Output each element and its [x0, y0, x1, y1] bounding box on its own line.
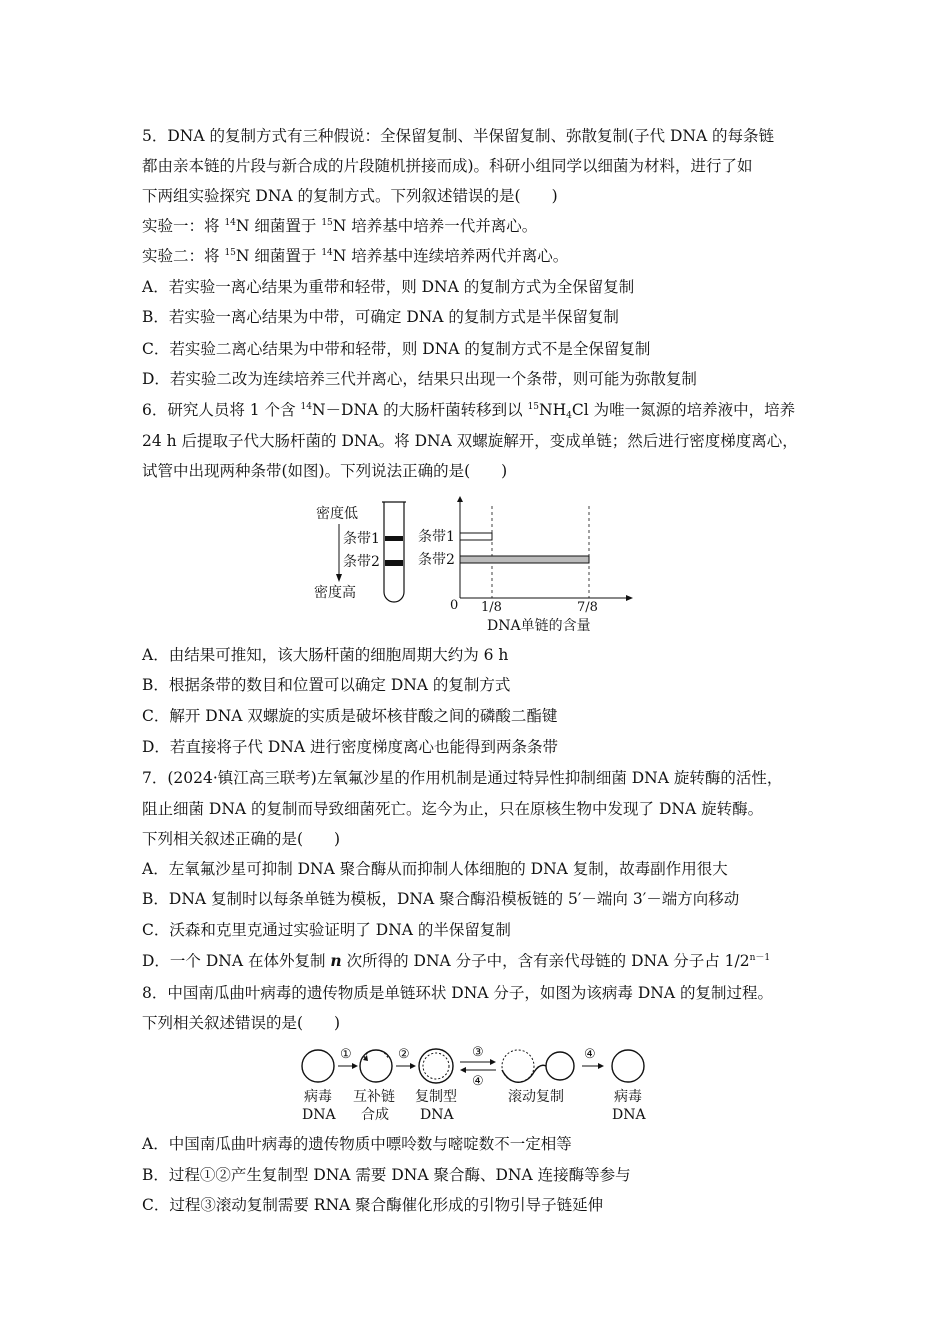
band1-bar	[460, 533, 492, 540]
tube-band2	[385, 560, 403, 566]
replicative-inner-circle	[423, 1053, 449, 1079]
chart-band1-label: 条带1	[418, 529, 455, 545]
replicative-outer-circle	[419, 1049, 453, 1083]
step3-label: ③	[472, 1045, 484, 1060]
virus-dna-circle-1	[302, 1050, 334, 1082]
complement-label-2: 合成	[361, 1107, 389, 1123]
rolling-strand	[502, 1065, 546, 1082]
density-high-label: 密度高	[314, 585, 356, 601]
x-axis-arrow	[626, 595, 633, 601]
q5-option-b: B．若实验一离心结果为中带，可确定 DNA 的复制方式是半保留复制	[142, 308, 619, 326]
q7-option-b: B．DNA 复制时以每条单链为模板，DNA 聚合酶沿模板链的 5′－端向 3′－端方向移动	[142, 890, 740, 908]
test-tube	[384, 502, 404, 602]
virus1-label-1: 病毒	[304, 1089, 332, 1105]
virus-dna-circle-2	[612, 1050, 644, 1082]
q5-stem-line3: 下两组实验探究 DNA 的复制方式。下列叙述错误的是( )	[142, 187, 558, 205]
q7-option-d: D．一个 DNA 在体外复制 n 次所得的 DNA 分子中，含有亲代母链的 DNA 分子占 $1/2^{n-1}$	[142, 951, 771, 970]
q7-stem-line3: 下列相关叙述正确的是( )	[142, 830, 341, 848]
band2-bar	[460, 556, 589, 563]
q6-stem-line2: 24 h 后提取子代大肠杆菌的 DNA。将 DNA 双螺旋解开，变成单链；然后进行密度梯度离心，	[142, 432, 798, 450]
step4-label: ④	[584, 1047, 596, 1062]
density-low-label: 密度低	[316, 506, 358, 522]
q6-centrifuge-figure	[300, 496, 650, 636]
q6-option-c: C．解开 DNA 双螺旋的实质是破坏核苷酸之间的磷酸二酯键	[142, 707, 558, 725]
q5-option-a: A．若实验一离心结果为重带和轻带，则 DNA 的复制方式为全保留复制	[142, 278, 635, 296]
virus2-label-2: DNA	[612, 1107, 646, 1123]
complement-label-1: 互补链	[353, 1089, 395, 1105]
tube-band2-label: 条带2	[343, 554, 380, 570]
q8-stem-line2: 下列相关叙述错误的是( )	[142, 1014, 341, 1032]
q6-stem-line3: 试管中出现两种条带(如图)。下列说法正确的是( )	[142, 462, 508, 480]
q7-option-c: C．沃森和克里克通过实验证明了 DNA 的半保留复制	[142, 921, 511, 939]
tube-band1-label: 条带1	[343, 531, 380, 547]
complement-circle	[360, 1050, 392, 1082]
q7-option-a: A．左氧氟沙星可抑制 DNA 聚合酶从而抑制人体细胞的 DNA 复制，故毒副作用很大	[142, 860, 728, 878]
rolling-label: 滚动复制	[508, 1089, 564, 1105]
origin-label: 0	[450, 598, 459, 613]
tick-7-8: 7/8	[577, 600, 598, 615]
q8-option-c: C．过程③滚动复制需要 RNA 聚合酶催化形成的引物引导子链延伸	[142, 1196, 604, 1214]
step4-back-label: ④	[472, 1074, 484, 1089]
density-arrow-head	[336, 574, 342, 582]
chart-band2-label: 条带2	[418, 552, 455, 568]
q7-stem-line2: 阻止细菌 DNA 的复制而导致细菌死亡。迄今为止，只在原核生物中发现了 DNA 旋转酶。	[142, 800, 764, 818]
replicative-label-1: 复制型	[415, 1089, 457, 1105]
y-axis-arrow	[457, 496, 463, 502]
q6-option-a: A．由结果可推知，该大肠杆菌的细胞周期大约为 6 h	[142, 646, 509, 664]
q7-stem-line1: 7．(2024·镇江高三联考)左氧氟沙星的作用机制是通过特异性抑制细菌 DNA 旋转酶的活性，	[142, 769, 783, 787]
q5-option-c: C．若实验二离心结果为中带和轻带，则 DNA 的复制方式不是全保留复制	[142, 340, 651, 358]
q6-option-b: B．根据条带的数目和位置可以确定 DNA 的复制方式	[142, 676, 511, 694]
x-axis-label: DNA单链的含量	[487, 618, 591, 634]
q5-option-d: D．若实验二改为连续培养三代并离心，结果只出现一个条带，则可能为弥散复制	[142, 370, 697, 388]
replicative-label-2: DNA	[420, 1107, 454, 1123]
q5-experiment1: 实验一：将 $^{14}$N 细菌置于 $^{15}$N 培养基中培养一代并离心。	[142, 217, 538, 235]
q5-experiment2: 实验二：将 $^{15}$N 细菌置于 $^{14}$N 培养基中连续培养两代并离心。	[142, 247, 569, 265]
q5-stem-line1: 5．DNA 的复制方式有三种假说：全保留复制、半保留复制、弥散复制(子代 DNA 的每条链	[142, 127, 775, 145]
q8-replication-figure	[290, 1042, 660, 1124]
q6-option-d: D．若直接将子代 DNA 进行密度梯度离心也能得到两条条带	[142, 738, 558, 756]
step1-label: ①	[340, 1047, 352, 1062]
q8-option-a: A．中国南瓜曲叶病毒的遗传物质中嘌呤数与嘧啶数不一定相等	[142, 1135, 572, 1153]
released-strand-circle	[546, 1052, 574, 1080]
q8-option-b: B．过程①②产生复制型 DNA 需要 DNA 聚合酶、DNA 连接酶等参与	[142, 1166, 631, 1184]
virus2-label-1: 病毒	[614, 1089, 642, 1105]
q8-stem-line1: 8．中国南瓜曲叶病毒的遗传物质是单链环状 DNA 分子，如图为该病毒 DNA 的复制过程。	[142, 984, 773, 1002]
q5-stem-line2: 都由亲本链的片段与新合成的片段随机拼接而成)。科研小组同学以细菌为材料，进行了如	[142, 157, 753, 175]
tick-1-8: 1/8	[481, 600, 502, 615]
q6-stem-line1: 6．研究人员将 1 个含 $^{14}$N－DNA 的大肠杆菌转移到以 $^{15}NH_4Cl$ 为唯一氮源的培养液中，培养	[142, 401, 796, 421]
virus1-label-2: DNA	[302, 1107, 336, 1123]
step2-label: ②	[398, 1047, 410, 1062]
partial-new-strand	[364, 1050, 388, 1058]
tube-band1	[385, 536, 403, 541]
